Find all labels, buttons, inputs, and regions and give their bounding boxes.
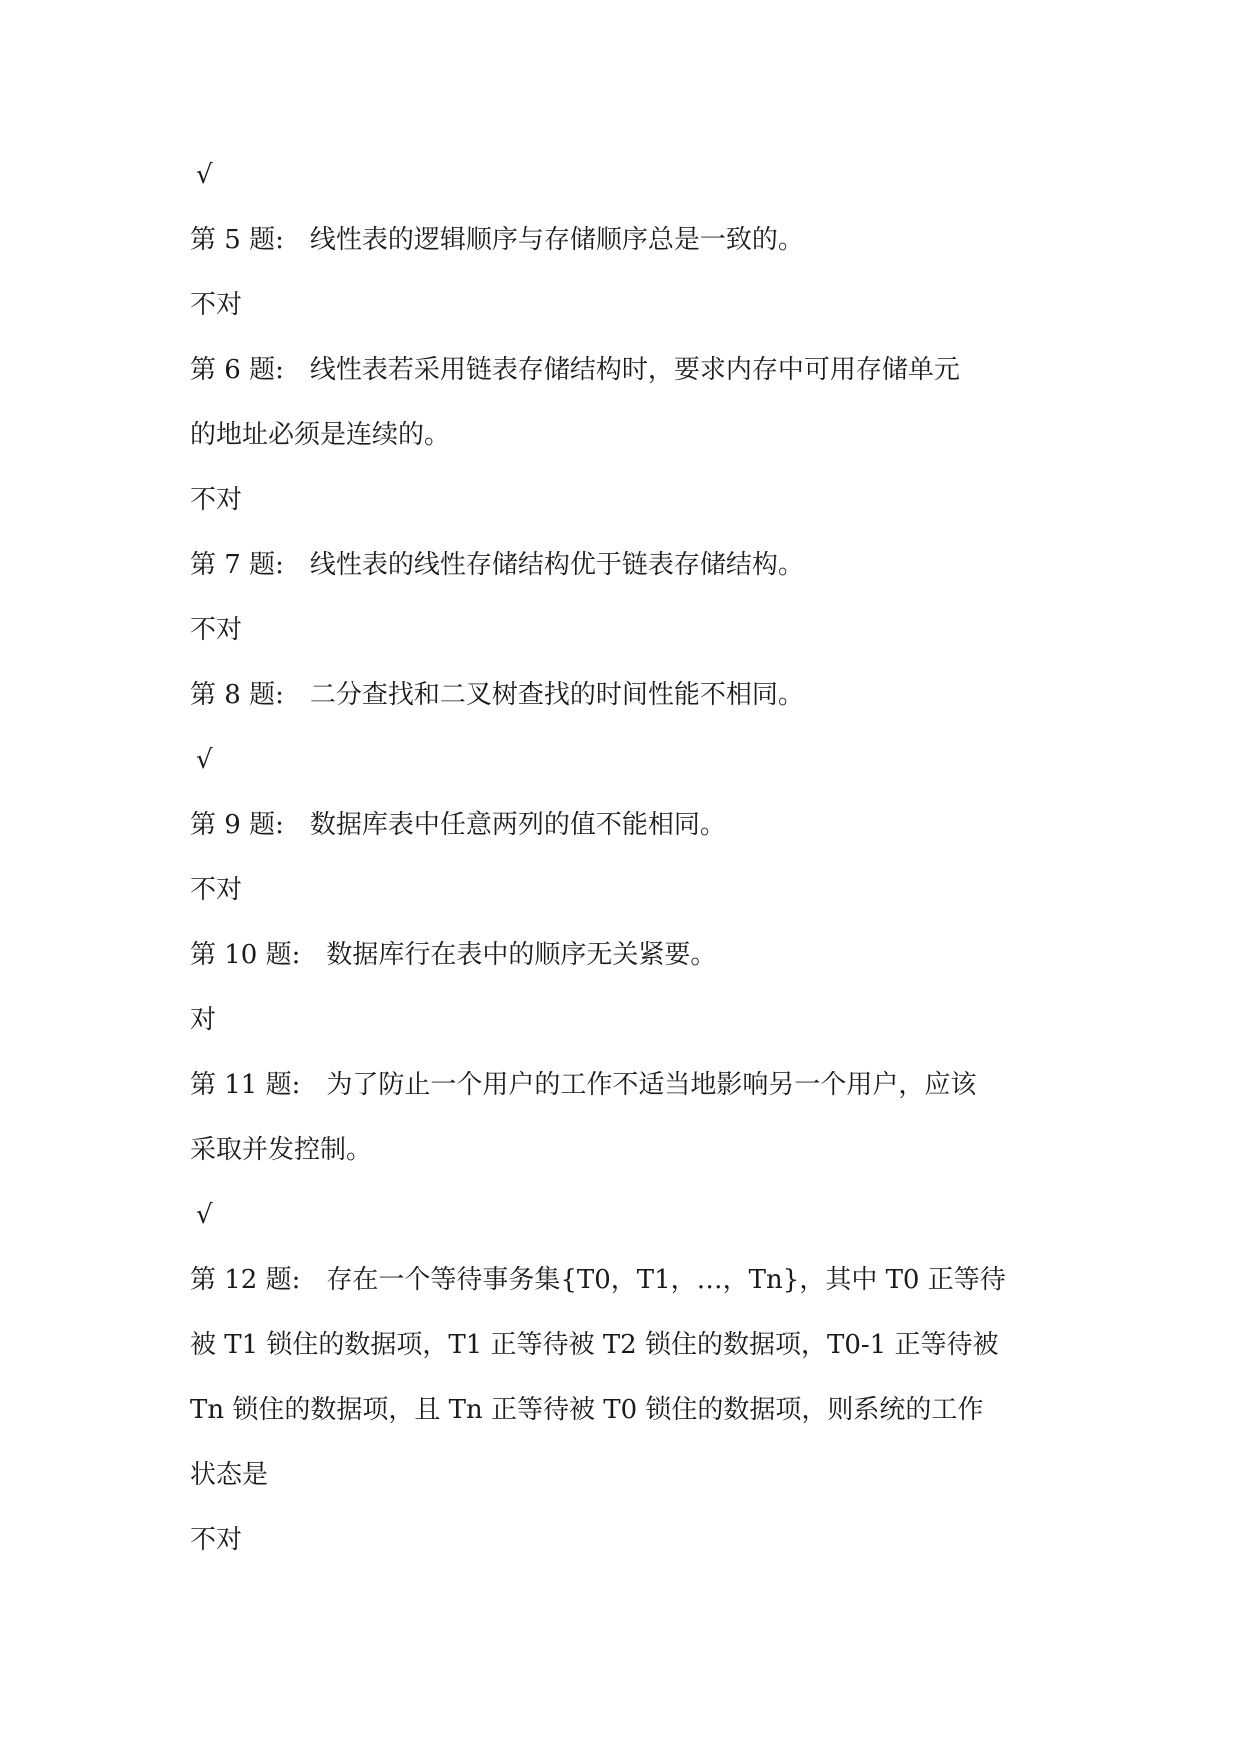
question-text: 被 T1 锁住的数据项，T1 正等待被 T2 锁住的数据项，T0-1 正等待被: [190, 1330, 999, 1360]
question-text: 采取并发控制。: [190, 1135, 373, 1165]
answer-text: 不对: [190, 875, 243, 905]
question-text: 线性表若采用链表存储结构时，要求内存中可用存储单元: [309, 355, 960, 385]
question-text: 存在一个等待事务集{T0，T1，…，Tn}，其中 T0 正等待: [326, 1265, 1006, 1295]
question-line: [190, 810, 1070, 875]
question-number: 第 12 题:: [190, 1265, 301, 1295]
question-text: 状态是: [190, 1460, 269, 1490]
question-number: 第 11 题:: [190, 1070, 301, 1100]
question-continuation-line: [190, 1395, 1070, 1460]
question-continuation-line: [190, 1135, 1070, 1200]
answer-text: 不对: [190, 485, 243, 515]
question-line: [190, 1265, 1070, 1330]
question-continuation-line: [190, 420, 1070, 485]
question-text: 的地址必须是连续的。: [190, 420, 451, 450]
document-page: [190, 160, 1070, 1590]
question-line: [190, 225, 1070, 290]
answer-text: √: [196, 745, 213, 775]
answer-text: √: [196, 1200, 213, 1230]
question-number: 第 8 题:: [190, 680, 284, 710]
question-line: [190, 355, 1070, 420]
answer-text: 对: [190, 1005, 217, 1035]
question-line: [190, 550, 1070, 615]
question-number: 第 5 题:: [190, 225, 284, 255]
question-text: 为了防止一个用户的工作不适当地影响另一个用户，应该: [326, 1070, 977, 1100]
question-number: 第 10 题:: [190, 940, 301, 970]
question-line: [190, 940, 1070, 1005]
question-number: 第 6 题:: [190, 355, 284, 385]
question-text: 线性表的逻辑顺序与存储顺序总是一致的。: [309, 225, 804, 255]
answer-text: 不对: [190, 290, 243, 320]
question-continuation-line: [190, 1330, 1070, 1395]
question-text: Tn 锁住的数据项，且 Tn 正等待被 T0 锁住的数据项，则系统的工作: [190, 1395, 984, 1425]
question-text: 线性表的线性存储结构优于链表存储结构。: [309, 550, 804, 580]
question-text: 二分查找和二叉树查找的时间性能不相同。: [309, 680, 804, 710]
question-number: 第 7 题:: [190, 550, 284, 580]
answer-text: 不对: [190, 1525, 243, 1555]
question-text: 数据库表中任意两列的值不能相同。: [309, 810, 726, 840]
question-line: [190, 680, 1070, 745]
question-number: 第 9 题:: [190, 810, 284, 840]
question-text: 数据库行在表中的顺序无关紧要。: [326, 940, 717, 970]
answer-text: √: [196, 160, 213, 190]
question-continuation-line: [190, 1460, 1070, 1525]
question-line: [190, 1070, 1070, 1135]
answer-text: 不对: [190, 615, 243, 645]
